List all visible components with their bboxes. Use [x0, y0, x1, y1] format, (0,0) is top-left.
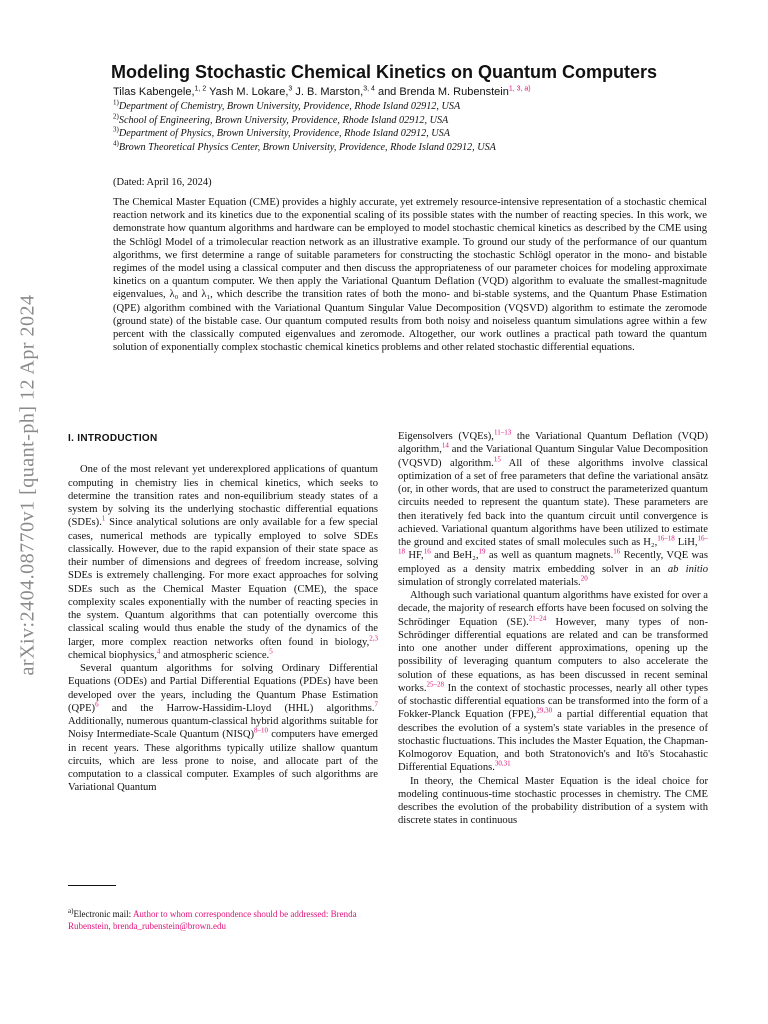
text-run: the Variational Quantum Deflation (VQD) algorithm, [398, 431, 708, 456]
section-heading: I. INTRODUCTION [68, 433, 158, 444]
author-name: and Brenda M. Rubenstein [374, 86, 509, 98]
citation-link[interactable]: 7 [374, 700, 378, 709]
text-run: In the context of stochastic processes, nearly all other types of stochastic differential equations can be transformed into the form of a Fokker-Planck Equation (FPE), [398, 682, 708, 721]
arxiv-side-stamp [8, 260, 48, 710]
citation-link[interactable]: 8–10 [254, 726, 269, 735]
text-run: as well as quantum magnets. [485, 550, 614, 562]
citation-link[interactable]: 20 [580, 574, 588, 583]
author-list [113, 86, 531, 98]
text-run: Since analytical solutions are only available for a few special cases, numerical methods are typically employed to solve SDEs classically. However, due to the rapid expansion of their state space as their number of dimensions and degrees of freedom increase, solving SDEs is extremely challenging. For more exact approaches for solving SDEs such as the Chemical Master Equation (CME), the space complexity scales exponentially with the number of reacting species in the system. Quantum algorithms that can potentially overcome this classical scaling would thus enable the study of the dynamics of the larger, more complex reaction networks often found in biology, [68, 517, 378, 648]
citation-link[interactable]: 4 [156, 647, 161, 656]
citation-link[interactable]: 16 [423, 547, 431, 556]
author-affil-sup: 3 [288, 85, 293, 93]
affiliation-marker: 1) [113, 98, 119, 107]
citation-link[interactable]: 29,30 [536, 706, 553, 715]
paragraph [68, 662, 378, 795]
citation-link[interactable]: 15 [493, 454, 501, 463]
citation-link[interactable]: 11–13 [493, 428, 512, 437]
text-run: and the Variational Quantum Singular Value Decomposition (VQSVD) algorithm. [398, 444, 708, 469]
text-run: All of these algorithms involve classical optimization of a set of free parameters that define the variational ansätz (or, in other words, that are used to construct the parameterized quantum circuits needed to represent the quantum state). These parameters are then iteratively fed back into the quantum circuit until convergence is achieved. Variational quantum algorithms have been utilized to estimate the ground and excited states of small molecules such as H₂, [398, 457, 708, 548]
author-name: Yash M. Lokare, [206, 86, 289, 98]
text-run: HF, [405, 550, 424, 562]
citation-link[interactable]: 30,31 [494, 759, 511, 768]
abstract: The Chemical Master Equation (CME) provides a highly accurate, yet extremely resource-intensive representation of a stochastic chemical reaction network and its kinetics due to the exponential scaling of its possible states with the number of reacting species. In this work, we demonstrate how quantum algorithms and hardware can be employed to model stochastic chemical kinetics as described by the CME using the Schlögl Model of a trimolecular reaction network as an illustrative example. To ground our study of the performance of our quantum algorithms, we first determine a range of suitable parameters for constructing the stochastic Schlögl operator in the mono- and bistable regimes of the model using a classical computer and then discuss the appropriateness of our parameter choices for modeling approximate kinetics on a quantum computer. We then apply the Variational Quantum Deflation (VQD) algorithm to evaluate the smallest-magnitude eigenvalues, λ₀ and λ₁, which describe the transition rates of both the mono- and bi-stable systems, and the Quantum Phase Estimation (QPE) algorithm combined with the Variational Quantum Singular Value Decomposition (VQSVD) algorithm to estimate the zeromode (ground state) of the bistable case. Our quantum computed results from both noisy and noiseless quantum simulations agree within a few percent with the classically computed eigenvalues and zeromode. Altogether, our work outlines a practical path toward the quantum solution of exponentially complex stochastic chemical kinetics problems and other related stochastic differential equations. [113, 197, 707, 354]
author-affil-sup: 3, 4 [363, 85, 375, 93]
citation-link[interactable]: 1 [101, 514, 106, 523]
footnote-rule [68, 885, 116, 886]
affiliation-marker: 3) [113, 125, 119, 134]
footnote-marker: a) [68, 907, 74, 915]
affiliation-text: Department of Chemistry, Brown University, Providence, Rhode Island 02912, USA [118, 101, 461, 112]
citation-link[interactable]: 25–28 [426, 680, 445, 689]
paragraph: In theory, the Chemical Master Equation is the ideal choice for modeling continuous-time stochastic processes in chemistry. The CME describes the evolution of the probability distribution of a system with discrete states in continuous [398, 775, 708, 827]
affiliation-item [113, 114, 553, 128]
text-run: and BeH₂, [430, 550, 479, 562]
citation-link[interactable]: 16–18 [657, 534, 675, 543]
text-run: However, many types of non-Schrödinger differential equations are related and can be transformed into one another under different approximations, opening up the possibility of leveraging quantum computers to also accelerate the solution of these equations, as has been discussed in recent seminal works. [398, 616, 709, 694]
author-affil-sup: 1, 2 [194, 85, 207, 93]
text-run: Eigensolvers (VQEs), [398, 431, 494, 442]
affiliation-item [113, 141, 553, 155]
affiliation-text: Department of Physics, Brown University, Providence, Rhode Island 02912, USA [118, 128, 450, 139]
affiliation-item [113, 100, 553, 114]
correspondence-email-link[interactable]: Author to whom correspondence should be addressed: Brenda Rubenstein, brenda_rubenstein@brown.edu [68, 909, 357, 931]
author-affil-sup[interactable]: 1, 3, a) [508, 85, 531, 93]
italic-term: ab initio [667, 563, 709, 575]
text-run: simulation of strongly correlated materials. [398, 576, 581, 588]
text-run: a partial differential equation that describes the evolution of a system's state variables in the presence of stochastic fluctuations. This includes the Master Equation, the Chapman-Kolmogorov Equation, and both Stratonovich's and Itō's Stocahastic Differential Equations. [398, 709, 708, 774]
affiliation-marker: 2) [113, 112, 119, 121]
text-run: LiH, [674, 537, 698, 548]
affiliation-list [113, 100, 553, 154]
text-run: Additionally, numerous quantum-classical hybrid algorithms suitable for Noisy Intermediate-Scale Quantum (NISQ) [68, 716, 378, 741]
paper-title: Modeling Stochastic Chemical Kinetics on Quantum Computers [110, 62, 658, 82]
text-run: Several quantum algorithms for solving Ordinary Differential Equations (ODEs) and Partial Differential Equations (PDEs) have been developed over the years, including the Quantum Phase Estimation (QPE) [68, 663, 378, 714]
text-run: and atmospheric science. [160, 649, 270, 661]
affiliation-text: Brown Theoretical Physics Center, Brown University, Providence, Rhode Island 02912, USA [118, 141, 496, 153]
text-run: One of the most relevant yet underexplored applications of quantum computing in chemistry lies in chemical kinetics, which seeks to determine the transition rates and non-equilibrium steady states of a system by solving its the underlying stochastic differential equations (SDEs). [68, 464, 378, 529]
citation-link[interactable]: 6 [95, 700, 99, 709]
paragraph [68, 463, 378, 662]
author-name: Tilas Kabengele, [113, 86, 195, 98]
citation-link[interactable]: 19 [478, 547, 486, 556]
author-name: J. B. Marston, [292, 86, 364, 98]
affiliation-item [113, 127, 553, 141]
affiliation-marker: 4) [113, 139, 119, 148]
citation-link[interactable]: 14 [441, 441, 449, 450]
text-run: Recently, VQE was employed as a density matrix embedding solver in an [398, 550, 709, 575]
paragraph [398, 589, 708, 775]
citation-link[interactable]: 16 [613, 547, 621, 556]
citation-link[interactable]: 21–24 [528, 613, 547, 622]
text-run: computers have emerged in recent years. These algorithms typically utilize shallow quantum circuits, which are less prone to noise, and allocate part of the computation to a classical computer. Examples of such algorithms are Variational Quantum [68, 729, 378, 794]
citation-link[interactable]: 2,3 [369, 633, 378, 642]
text-run: Although such variational quantum algorithms have existed for over a decade, the majority of research efforts have been focused on solving the Schrödinger Equation (SE). [398, 590, 708, 628]
paragraph [398, 430, 708, 589]
left-column [68, 428, 378, 795]
footnote-label: Electronic mail: [73, 909, 133, 919]
arxiv-identifier: arXiv:2404.08770v1 [quant-ph] 12 Apr 2024 [16, 294, 39, 676]
right-column [398, 430, 708, 828]
text-run: chemical biophysics, [68, 649, 157, 661]
affiliation-text: School of Engineering, Brown University, Providence, Rhode Island 02912, USA [118, 114, 449, 126]
text-run: and the Harrow-Hassidim-Lloyd (HHL) algorithms. [98, 702, 375, 714]
citation-link[interactable]: 5 [269, 647, 273, 656]
footnote [68, 908, 378, 932]
citation-link[interactable]: 16–18 [398, 534, 708, 556]
dated-line: (Dated: April 16, 2024) [113, 177, 212, 188]
